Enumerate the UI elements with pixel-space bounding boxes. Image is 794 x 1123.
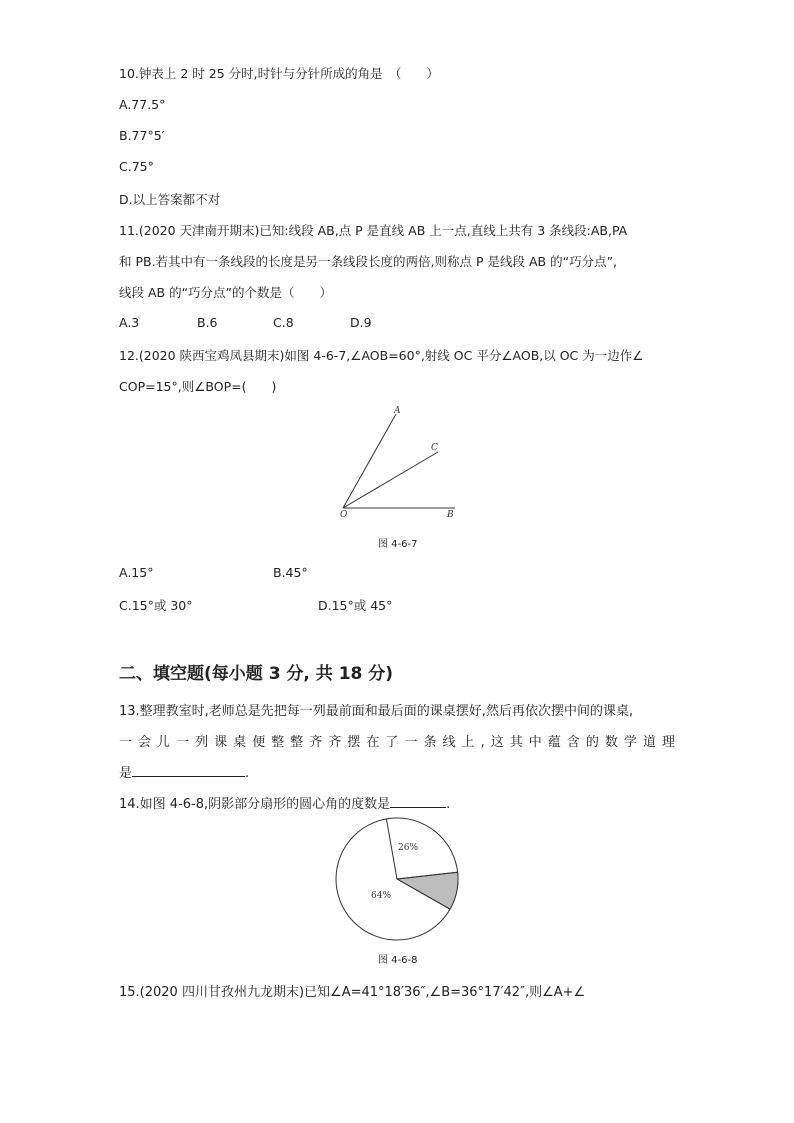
- label-o: O: [340, 510, 348, 520]
- q10-option-d: D.以上答案都不对: [119, 192, 221, 207]
- figure-caption-4-6-7: 图 4-6-7: [378, 539, 418, 550]
- q10-option-a: A.77.5°: [119, 97, 166, 112]
- q12-line2: COP=15°,则∠BOP=( ): [119, 379, 277, 394]
- q11-line3: 线段 AB 的“巧分点”的个数是（ ）: [119, 285, 333, 300]
- q10-stem: 10.钟表上 2 时 25 分时,时针与分针所成的角是 （ ）: [119, 66, 439, 81]
- q12-option-c: C.15°或 30°: [119, 598, 193, 613]
- q13-answer-blank[interactable]: [132, 764, 245, 777]
- q14-answer-blank[interactable]: [390, 795, 446, 808]
- q12-option-d: D.15°或 45°: [318, 598, 393, 613]
- pie-label-64: 64%: [371, 891, 392, 901]
- angle-figure: [330, 400, 470, 525]
- label-c: C: [431, 443, 438, 453]
- q12-option-b: B.45°: [273, 565, 308, 580]
- q12-line1: 12.(2020 陕西宝鸡凤县期末)如图 4-6-7,∠AOB=60°,射线 OC 平分∠AOB,以 OC 为一边作∠: [119, 348, 644, 363]
- q13-line1: 13.整理教室时,老师总是先把每一列最前面和最后面的课桌摆好,然后再依次摆中间的课桌,: [119, 704, 634, 719]
- label-b: B: [447, 510, 454, 520]
- q11-option-b: B.6: [197, 315, 218, 330]
- q14-prefix: 14.如图 4-6-8,阴影部分扇形的圆心角的度数是: [119, 797, 391, 812]
- q10-option-b: B.77°5′: [119, 128, 165, 143]
- q11-option-c: C.8: [273, 315, 294, 330]
- q13-line3: [119, 762, 249, 781]
- q10-option-c: C.75°: [119, 159, 154, 174]
- q13-line2: 一会儿一列课桌便整整齐齐摆在了一条线上,这其中蕴含的数学道理: [119, 735, 675, 750]
- q15-line1: 15.(2020 四川甘孜州九龙期末)已知∠A=41°18′36″,∠B=36°17′42″,则∠A+∠: [119, 985, 586, 1000]
- section-heading: 二、填空题(每小题 3 分, 共 18 分): [119, 664, 394, 684]
- q12-option-a: A.15°: [119, 565, 154, 580]
- q11-line1: 11.(2020 天津南开期末)已知:线段 AB,点 P 是直线 AB 上一点,直线上共有 3 条线段:AB,PA: [119, 223, 628, 238]
- pie-figure: [330, 812, 465, 947]
- pie-label-26: 26%: [398, 843, 419, 853]
- q13-suffix: .: [245, 766, 250, 781]
- q14-stem: [119, 793, 450, 812]
- q11-option-d: D.9: [350, 315, 372, 330]
- q14-suffix: .: [446, 797, 451, 812]
- q13-prefix: 是: [119, 766, 133, 781]
- figure-caption-4-6-8: 图 4-6-8: [378, 955, 418, 966]
- label-a: A: [394, 406, 401, 416]
- ray-oa: [343, 414, 396, 508]
- q11-option-a: A.3: [119, 315, 140, 330]
- ray-oc: [343, 452, 438, 508]
- q11-line2: 和 PB.若其中有一条线段的长度是另一条线段长度的两倍,则称点 P 是线段 AB 的“巧分点”,: [119, 254, 618, 269]
